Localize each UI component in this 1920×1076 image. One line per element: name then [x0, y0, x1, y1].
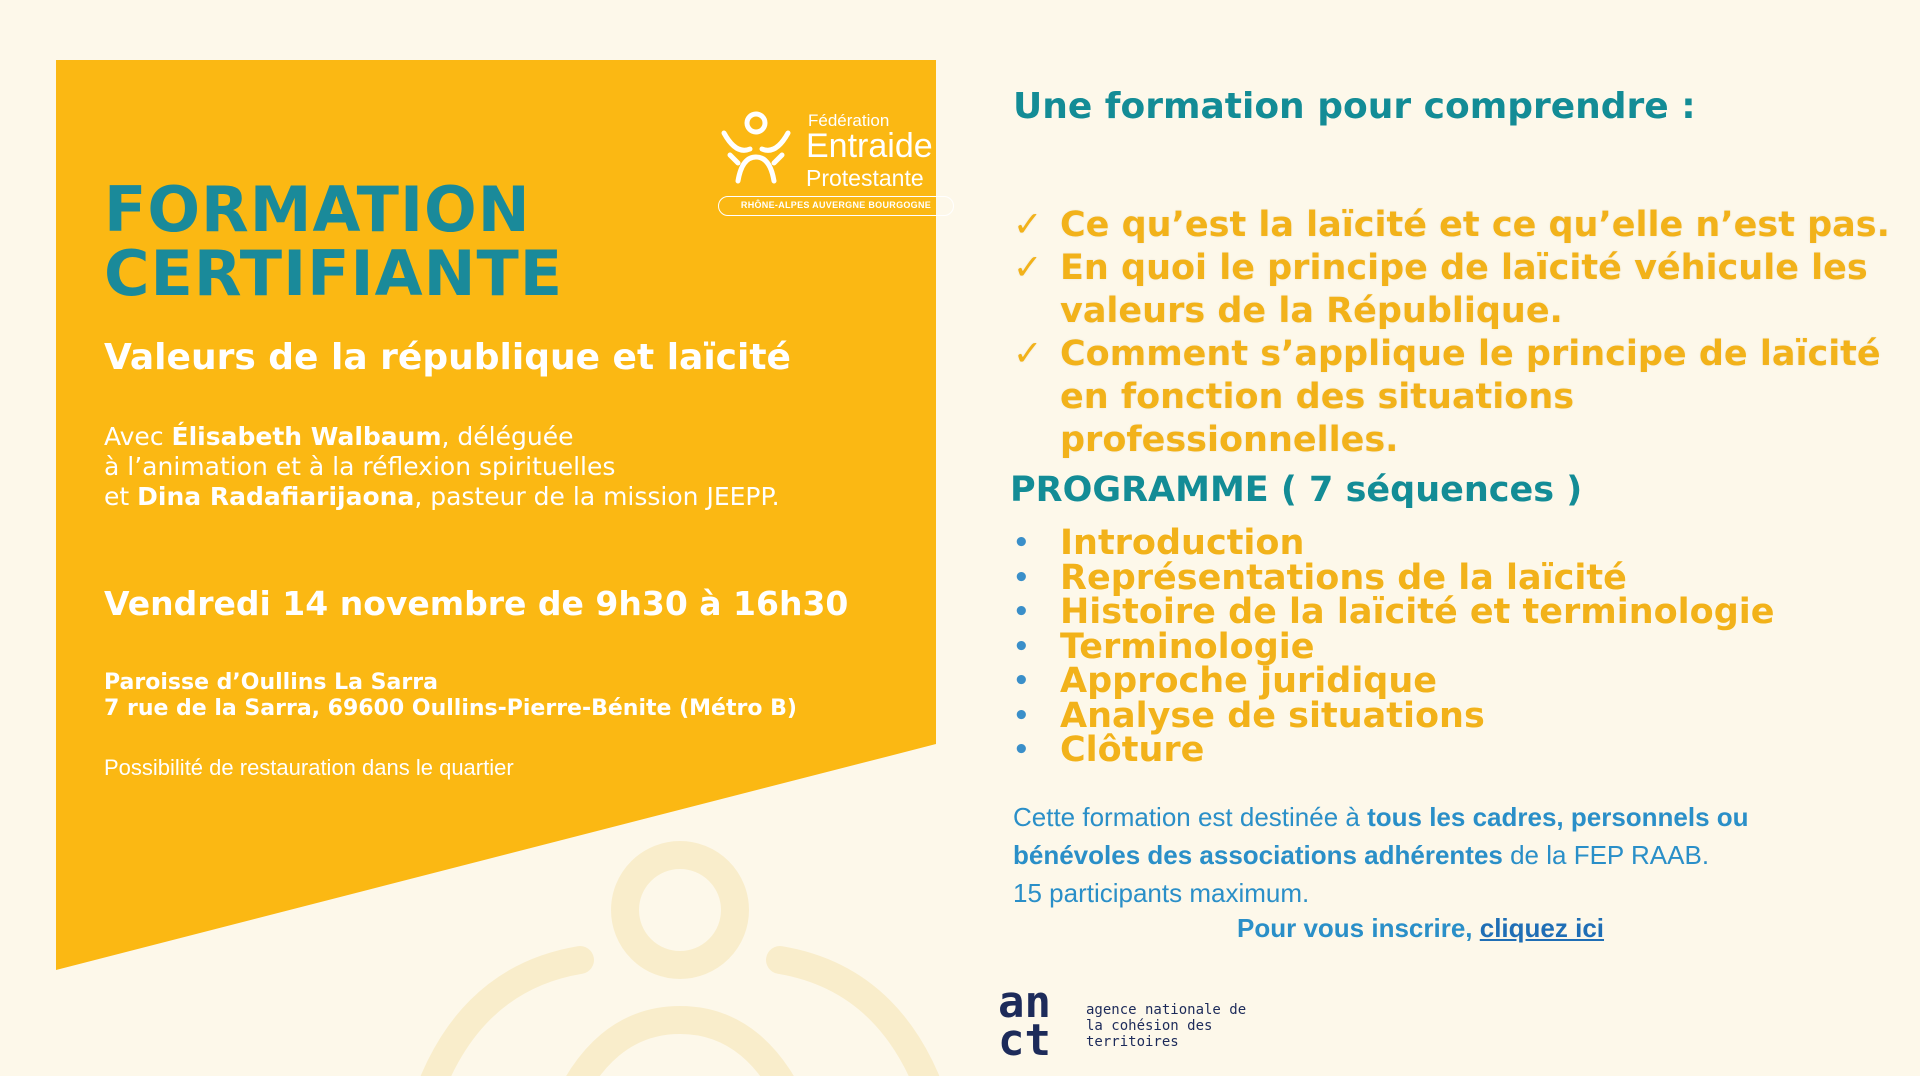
bullet-icon: •	[1013, 597, 1030, 627]
programme-item-label: Terminologie	[1060, 626, 1315, 667]
fep-logo	[716, 85, 956, 255]
location-address: 7 rue de la Sarra, 69600 Oullins-Pierre-Bénite (Métro B)	[104, 696, 797, 721]
location-name: Paroisse d’Oullins La Sarra	[104, 670, 438, 695]
programme-item-label: Introduction	[1060, 523, 1305, 563]
programme-item	[1013, 557, 1775, 598]
objective-item	[1013, 247, 1893, 333]
speakers-text	[104, 422, 780, 512]
title-line-1: FORMATION	[104, 173, 531, 246]
bullet-icon: •	[1013, 528, 1030, 558]
event-location	[104, 670, 797, 722]
anct-text: agence nationale de la cohésion des territoires	[1086, 1002, 1247, 1050]
anct-mark-line2: ct	[998, 1015, 1051, 1066]
bullet-icon: •	[1013, 700, 1030, 731]
restauration-note: Possibilité de restauration dans le quartier	[104, 755, 514, 780]
check-icon: ✓	[1013, 334, 1043, 374]
objective-text: Ce qu’est la laïcité et ce qu’elle n’est pas.	[1060, 205, 1890, 245]
speaker-1-role-cont: à l’animation et à la réflexion spirituelles	[104, 452, 616, 481]
programme-item	[1013, 695, 1775, 736]
anct-mark	[998, 977, 1070, 1072]
bullet-icon: •	[1013, 666, 1030, 696]
programme-item-label: Histoire de la laïcité et terminologie	[1060, 592, 1775, 632]
title-line-2: CERTIFIANTE	[104, 237, 564, 310]
audience-text	[1013, 798, 1873, 912]
programme-item-label: Clôture	[1060, 730, 1205, 770]
audience-part2: de la FEP RAAB.	[1502, 840, 1710, 870]
logo-entraide-text: Entraide	[806, 127, 933, 165]
speaker-1-role: , déléguée	[441, 422, 574, 451]
audience-bold: tous les cadres, personnels ou bénévoles des associations adhérentes	[1013, 802, 1749, 870]
programme-item-label: Approche juridique	[1060, 661, 1438, 701]
programme-item-label: Représentations de la laïcité	[1060, 557, 1627, 598]
programme-item	[1013, 730, 1775, 770]
speaker-2-name: Dina Radafiarijaona	[137, 482, 415, 511]
fep-emblem-icon	[716, 105, 796, 185]
objectives-heading: Une formation pour comprendre :	[1013, 86, 1696, 127]
bullet-icon: •	[1013, 735, 1030, 765]
check-icon: ✓	[1013, 205, 1043, 245]
speakers-et: et	[104, 482, 138, 511]
bullet-icon: •	[1013, 562, 1030, 593]
audience-part1: Cette formation est destinée à	[1013, 802, 1368, 832]
speakers-avec: Avec	[104, 422, 172, 451]
event-date: Vendredi 14 novembre de 9h30 à 16h30	[104, 584, 849, 623]
logo-region-badge: RHÔNE-ALPES AUVERGNE BOURGOGNE	[718, 196, 954, 216]
anct-mark-line1: an	[998, 977, 1051, 1028]
programme-item	[1013, 661, 1775, 701]
programme-list	[1013, 523, 1775, 770]
logo-federation-text: Fédération	[808, 111, 890, 130]
programme-heading: PROGRAMME ( 7 séquences )	[1010, 470, 1583, 510]
page-title	[104, 173, 564, 310]
programme-item-label: Analyse de situations	[1060, 695, 1485, 736]
participants-max: 15 participants maximum.	[1013, 878, 1310, 908]
signup-line	[1237, 913, 1604, 944]
objective-item	[1013, 204, 1893, 247]
logo-protestante-text: Protestante	[806, 165, 924, 191]
speaker-2-role: , pasteur de la mission JEEPP.	[414, 482, 780, 511]
signup-link[interactable]: cliquez ici	[1479, 913, 1605, 943]
check-icon: ✓	[1013, 248, 1043, 288]
objective-text: En quoi le principe de laïcité véhicule les valeurs de la République.	[1060, 248, 1868, 331]
objectives-list	[1013, 204, 1893, 462]
bullet-icon: •	[1013, 631, 1030, 662]
programme-item	[1013, 523, 1775, 563]
objective-item	[1013, 333, 1893, 462]
orange-info-panel	[56, 60, 936, 970]
objective-text: Comment s’applique le principe de laïcité en fonction des situations professionnelles.	[1060, 334, 1881, 460]
speaker-1-name: Élisabeth Walbaum	[171, 422, 442, 451]
signup-text: Pour vous inscrire,	[1237, 913, 1480, 943]
subtitle: Valeurs de la république et laïcité	[104, 337, 791, 378]
programme-item	[1013, 592, 1775, 632]
programme-item	[1013, 626, 1775, 667]
